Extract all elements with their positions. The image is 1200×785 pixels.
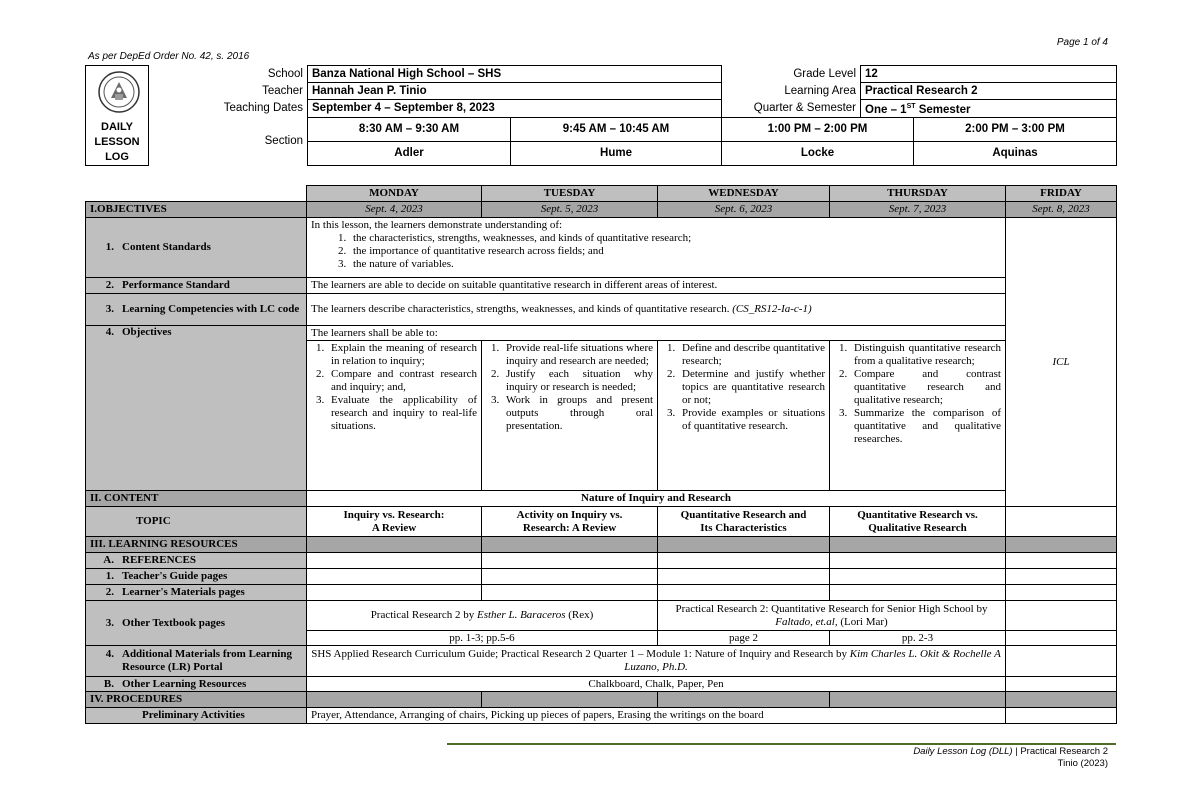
school-value: Banza National High School – SHS (308, 66, 722, 83)
performance-label: 2. Performance Standard (86, 278, 307, 294)
section-procedures: IV. PROCEDURES (86, 692, 307, 708)
day-date: Sept. 6, 2023 (658, 202, 830, 218)
topic: Inquiry vs. Research: A Review (307, 507, 482, 537)
time-slot: 9:45 AM – 10:45 AM (511, 117, 722, 141)
section-name: Hume (511, 142, 722, 166)
additional-materials-label: 4. Additional Materials from Learning Resource (LR) Portal (86, 646, 307, 677)
footer-divider (447, 743, 1116, 745)
additional-materials-value: SHS Applied Research Curriculum Guide; Practical Research 2 Quarter 1 – Module 1: Nature of Inquiry and Research by Kim Charles L. Okit & Rochelle A Luzano, Ph.D. (307, 646, 1006, 677)
day-date: Sept. 8, 2023 (1006, 202, 1117, 218)
references-label: A. REFERENCES (86, 553, 307, 569)
day-header: WEDNESDAY (658, 186, 830, 202)
area-value: Practical Research 2 (861, 83, 1117, 100)
other-resources-label: B. Other Learning Resources (86, 677, 307, 692)
topic: Quantitative Research and Its Characteristics (658, 507, 830, 537)
competencies-value: The learners describe characteristics, strengths, weaknesses, and kinds of quantitative research. (CS_RS12-Ia-c-1) (307, 294, 1006, 326)
grade-value: 12 (861, 66, 1117, 83)
area-label: Learning Area (784, 84, 857, 97)
content-value: Nature of Inquiry and Research (307, 491, 1006, 507)
content-standards-value: In this lesson, the learners demonstrate understanding of: 1. the characteristics, strengths, weaknesses, and kinds of quantitative research; 2. the importance of quantitative research across fields; and 3. the nature of variables. (307, 218, 1006, 278)
time-slot: 1:00 PM – 2:00 PM (722, 117, 914, 141)
day-date: Sept. 4, 2023 (307, 202, 482, 218)
section-name: Locke (722, 142, 914, 166)
tg-pages-label: 1. Teacher's Guide pages (86, 569, 307, 585)
wednesday-objectives: 1. Define and describe quantitative research; 2. Determine and justify whether topics are quantitative research or not; 3. Provide examples or situations of quantitative research. (658, 341, 830, 491)
dates-value: September 4 – September 8, 2023 (308, 100, 722, 118)
monday-objectives: 1. Explain the meaning of research in relation to inquiry; 2. Compare and contrast research and inquiry; and, 3. Evaluate the applicability of research and inquiry to real-life situations. (307, 341, 482, 491)
day-header: THURSDAY (830, 186, 1006, 202)
logo-cell (86, 66, 149, 166)
deped-seal-icon (90, 70, 148, 114)
objectives-intro: The learners shall be able to: (307, 326, 1006, 341)
time-slot: 8:30 AM – 9:30 AM (308, 117, 511, 141)
preliminary-value: Prayer, Attendance, Arranging of chairs, Picking up pieces of papers, Erasing the writings on the board (307, 708, 1006, 724)
objectives-label: 4. Objectives (86, 326, 307, 491)
lesson-log-table (85, 185, 1117, 724)
footer-author: Tinio (2023) (1057, 758, 1108, 769)
textbook-2-pages-thu: pp. 2-3 (830, 631, 1006, 646)
day-header: TUESDAY (482, 186, 658, 202)
other-textbook-label: 3. Other Textbook pages (86, 601, 307, 646)
thursday-objectives: 1. Distinguish quantitative research from a qualitative research; 2. Compare and contrast quantitative research and qualitative research; 3. Summarize the comparison of quantitative and qualitative researches. (830, 341, 1006, 491)
section-content: II. CONTENT (86, 491, 307, 507)
topic: Activity on Inquiry vs. Research: A Review (482, 507, 658, 537)
footer-title: Daily Lesson Log (DLL) | Practical Research 2 (913, 746, 1108, 757)
header-table (85, 65, 1117, 166)
section-name: Adler (308, 142, 511, 166)
textbook-1: Practical Research 2 by Esther L. Baraceros (Rex) (307, 601, 658, 631)
performance-value: The learners are able to decide on suitable quantitative research in different areas of interest. (307, 278, 1006, 294)
day-date: Sept. 7, 2023 (830, 202, 1006, 218)
quarter-label: Quarter & Semester (753, 101, 857, 114)
section-name: Aquinas (914, 142, 1117, 166)
dates-label: Teaching Dates (223, 101, 303, 114)
section-label: Section (264, 134, 303, 147)
teacher-label: Teacher (262, 84, 303, 97)
time-slot: 2:00 PM – 3:00 PM (914, 117, 1117, 141)
quarter-value: One – 1ST Semester (861, 100, 1117, 118)
dll-title: DAILY LESSON LOG (94, 121, 140, 163)
topic-label: TOPIC (86, 507, 307, 537)
other-resources-value: Chalkboard, Chalk, Paper, Pen (307, 677, 1006, 692)
deped-order-note: As per DepEd Order No. 42, s. 2016 (88, 51, 250, 62)
day-header: MONDAY (307, 186, 482, 202)
preliminary-label: Preliminary Activities (86, 708, 307, 724)
content-standards-label: 1. Content Standards (86, 218, 307, 278)
lm-pages-label: 2. Learner's Materials pages (86, 585, 307, 601)
page-number: Page 1 of 4 (1056, 37, 1108, 48)
tuesday-objectives: 1. Provide real-life situations where inquiry and research are needed; 2. Justify each situation why inquiry or research is needed; 3. Work in groups and present outputs through oral presentation. (482, 341, 658, 491)
competencies-label: 3. Learning Competencies with LC code (86, 294, 307, 326)
section-learning-resources: III. LEARNING RESOURCES (86, 537, 307, 553)
topic: Quantitative Research vs. Qualitative Research (830, 507, 1006, 537)
grade-label: Grade Level (793, 67, 857, 80)
day-date: Sept. 5, 2023 (482, 202, 658, 218)
textbook-1-pages: pp. 1-3; pp.5-6 (307, 631, 658, 646)
friday-icl: ICL (1006, 218, 1117, 507)
teacher-value: Hannah Jean P. Tinio (308, 83, 722, 100)
textbook-2: Practical Research 2: Quantitative Research for Senior High School by Faltado, et.al, (Lori Mar) (658, 601, 1006, 631)
section-objectives: I.OBJECTIVES (86, 202, 307, 218)
textbook-2-pages-wed: page 2 (658, 631, 830, 646)
school-label: School (267, 67, 303, 80)
friday-topic (1006, 507, 1117, 537)
day-header: FRIDAY (1006, 186, 1117, 202)
